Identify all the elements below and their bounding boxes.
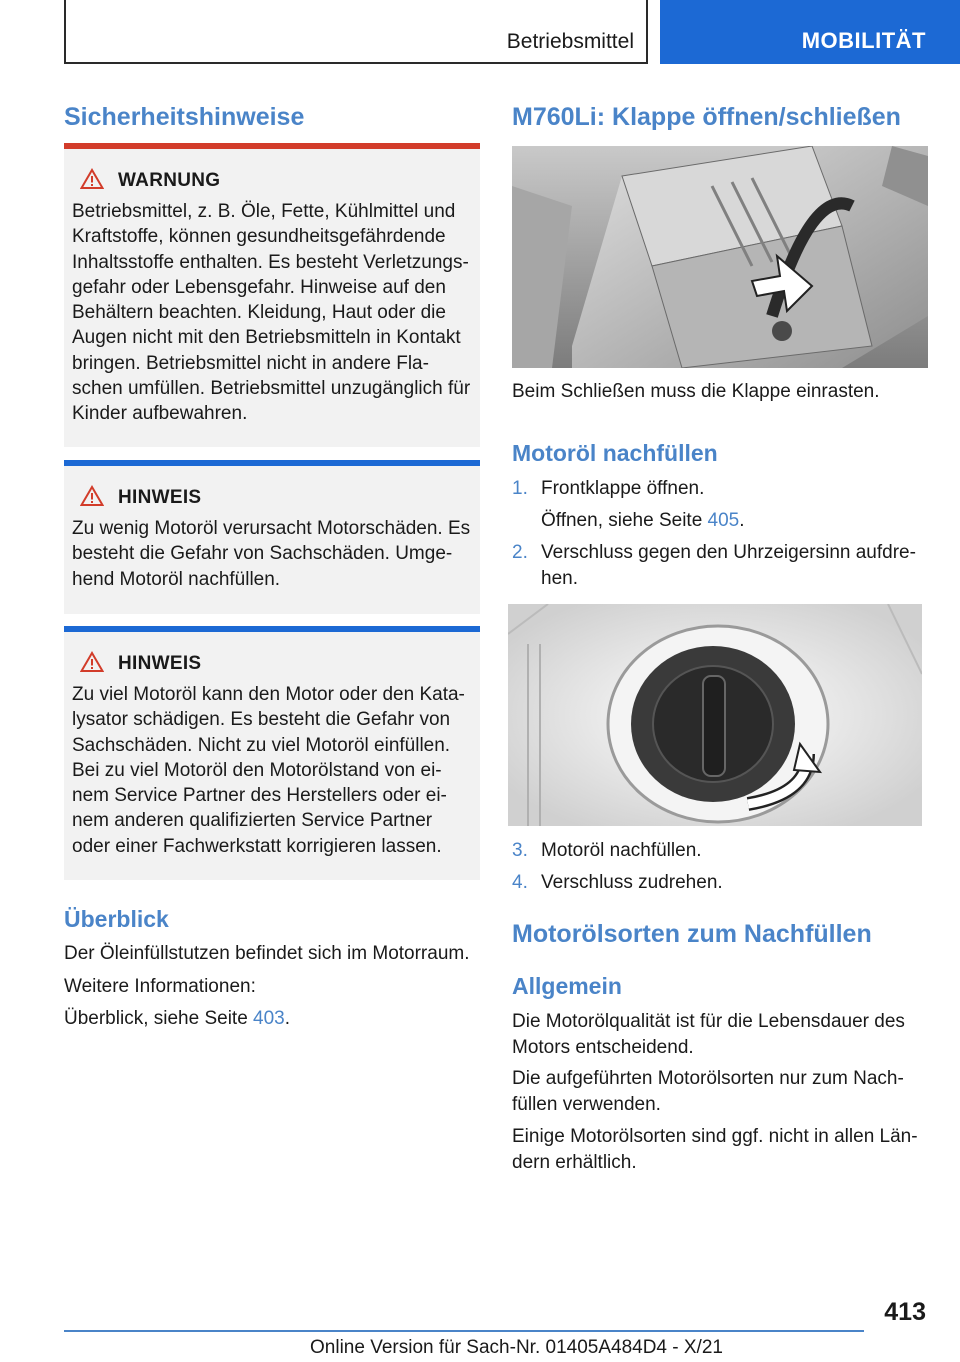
- header-section-box: [64, 0, 648, 64]
- oil-types-heading: Motorölsorten zum Nachfüllen: [512, 920, 872, 948]
- overview-text: Der Öleinfüllstutzen befindet sich im Motorraum.: [64, 943, 470, 964]
- image-caption: Beim Schließen muss die Klappe einrasten.: [512, 381, 880, 402]
- step-4-text: Verschluss zudrehen.: [541, 872, 723, 893]
- step-1-ref-link[interactable]: 405: [707, 510, 740, 531]
- step-1: [512, 476, 928, 502]
- step-3-text: Motoröl nachfüllen.: [541, 840, 702, 861]
- notice-box-1: [64, 460, 480, 614]
- overview-ref-suffix: .: [284, 1008, 291, 1029]
- overview-ref-prefix: Überblick, siehe Seite: [64, 1008, 254, 1029]
- step-1-ref-prefix: Öffnen, siehe Seite: [541, 510, 708, 531]
- step-2-number: 2.: [512, 542, 528, 563]
- notice-box-1-title: HINWEIS: [118, 487, 202, 508]
- page-number: 413: [884, 1298, 926, 1326]
- more-info-text: Weitere Informationen:: [64, 976, 256, 997]
- footer-divider: [64, 1330, 864, 1332]
- overview-ref-link[interactable]: 403: [253, 1008, 285, 1029]
- warning-triangle-icon: [80, 168, 104, 195]
- safety-heading: Sicherheitshinweise: [64, 103, 305, 131]
- general-paragraph-3: Einige Motorölsorten sind ggf. nicht in allen Län-dern erhältlich.: [512, 1126, 918, 1173]
- step-4-number: 4.: [512, 872, 528, 893]
- step-3-number: 3.: [512, 840, 528, 861]
- notice-box-2-text: Zu viel Motoröl kann den Motor oder den Kata-lysator schädigen. Es besteht die Gefahr von Sachschäden. Nicht zu viel Motoröl einfüllen. Bei zu viel Motoröl den Motorölstand von ei-nem Service Partner des Herstellers oder ei-nem anderen qualifizierten Service Partner oder einer Fachwerkstatt korrigieren lassen.: [72, 684, 465, 857]
- general-paragraph-2: Die aufgeführten Motorölsorten nur zum Nach-füllen verwenden.: [512, 1068, 904, 1115]
- overview-heading: Überblick: [64, 906, 169, 932]
- step-1-reference: [541, 508, 928, 534]
- step-2-text: Verschluss gegen den Uhrzeigersinn aufdre-hen.: [541, 542, 916, 589]
- step-3: [512, 838, 928, 864]
- m760li-heading: M760Li: Klappe öffnen/schließen: [512, 103, 901, 131]
- oil-cap-image: [508, 604, 922, 826]
- warning-box-text: Betriebsmittel, z. B. Öle, Fette, Kühlmittel und Kraftstoffe, können gesundheitsgefährdende Inhaltsstoffe enthalten. Es besteht Verletzungs-gefahr oder Lebensgefahr. Hinweise auf den Behältern beachten. Kleidung, Haut oder die Augen nicht mit den Betriebsmitteln in Kontakt bringen. Betriebsmittel nicht in andere Fla-schen umfüllen. Betriebsmittel unzugänglich für Kinder aufbewahren.: [72, 201, 471, 425]
- step-1-text: Frontklappe öffnen.: [541, 478, 705, 499]
- header-chapter-title: MOBILITÄT: [801, 28, 926, 53]
- notice-box-2: [64, 626, 480, 880]
- header-section-title: Betriebsmittel: [506, 30, 634, 53]
- overview-reference: [64, 1006, 480, 1032]
- notice-box-2-title: HINWEIS: [118, 653, 202, 674]
- header-chapter-box: [660, 0, 960, 64]
- step-1-number: 1.: [512, 478, 528, 499]
- warning-triangle-icon: [80, 651, 104, 678]
- refill-heading: Motoröl nachfüllen: [512, 440, 718, 466]
- general-paragraph-1: Die Motorölqualität ist für die Lebensdauer des Motors entscheidend.: [512, 1011, 905, 1058]
- engine-cover-image: [512, 146, 928, 368]
- step-1-ref-suffix: .: [739, 510, 745, 531]
- warning-triangle-icon: [80, 485, 104, 512]
- warning-box-title: WARNUNG: [118, 170, 221, 191]
- notice-box-1-text: Zu wenig Motoröl verursacht Motorschäden. Es besteht die Gefahr von Sachschäden. Umge-hend Motoröl nachfüllen.: [72, 518, 471, 590]
- general-heading: Allgemein: [512, 973, 622, 999]
- footer-online-version: Online Version für Sach-Nr. 01405A484D4 - X/21: [310, 1337, 723, 1358]
- warning-box: [64, 143, 480, 447]
- step-2: [512, 540, 928, 591]
- step-4: [512, 870, 928, 896]
